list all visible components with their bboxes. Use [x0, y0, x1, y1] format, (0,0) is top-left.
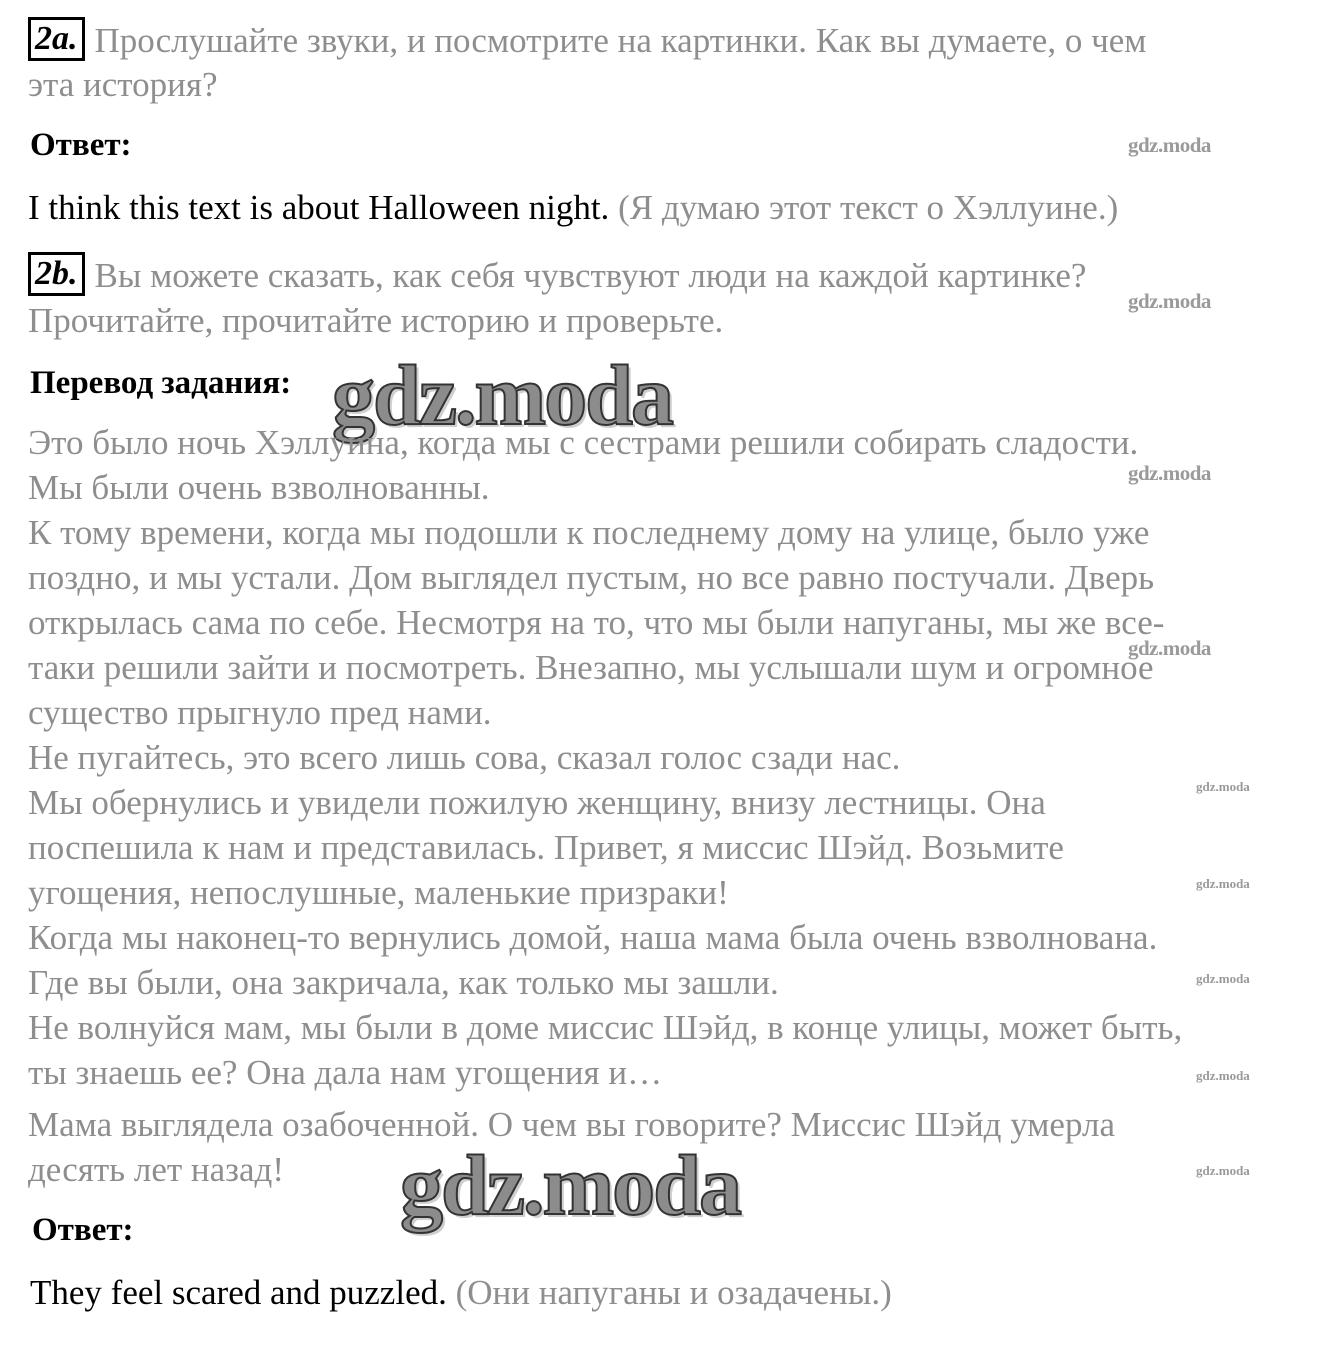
task-2b-prompt-line1: Вы можете сказать, как себя чувствуют люди на каждой картинке? — [94, 256, 1087, 295]
story-line: таки решили зайти и посмотреть. Внезапно, мы услышали шум и огромное — [28, 648, 1154, 687]
story-end-line: Мама выглядела озабоченной. О чем вы говорите? Миссис Шэйд умерла — [28, 1105, 1115, 1144]
task-2a-prompt-line2: эта история? — [28, 65, 218, 104]
story-line: Мы были очень взволнованны. — [28, 468, 490, 507]
task-2a-prompt-line1: Прослушайте звуки, и посмотрите на картинки. Как вы думаете, о чем — [94, 21, 1147, 60]
watermark-large: gdz.moda — [332, 347, 672, 443]
story-line: открылась сама по себе. Несмотря на то, что мы были напуганы, мы же все- — [28, 603, 1165, 642]
story-line: поспешила к нам и представилась. Привет, я миссис Шэйд. Возьмите — [28, 828, 1064, 867]
task-2b-prompt-line2: Прочитайте, прочитайте историю и проверьте. — [28, 301, 724, 340]
story-line: Это было ночь Хэллуина, когда мы с сестрами решили собирать сладости. — [28, 423, 1139, 462]
story-line: ты знаешь ее? Она дала нам угощения и… — [28, 1053, 663, 1092]
story-line: Мы обернулись и увидели пожилую женщину, внизу лестницы. Она — [28, 783, 1046, 822]
watermark-small: gdz.moda — [1128, 133, 1211, 157]
watermark-tiny: gdz.moda — [1196, 779, 1250, 794]
task-2b-badge: 2b. — [28, 252, 85, 296]
task-2a-answer-ru: (Я думаю этот текст о Хэллуине.) — [618, 188, 1119, 227]
watermark-tiny: gdz.moda — [1196, 1068, 1250, 1083]
story-line: угощения, непослушные, маленькие призраки! — [28, 873, 729, 912]
story-end-line: десять лет назад! — [28, 1150, 284, 1189]
task-2b-answer-label: Ответ: — [32, 1212, 134, 1248]
task-2a-prompt — [28, 17, 1146, 63]
task-2b-answer-ru: (Они напуганы и озадачены.) — [455, 1273, 892, 1312]
story-line: К тому времени, когда мы подошли к последнему дому на улице, было уже — [28, 513, 1150, 552]
story-line: Когда мы наконец-то вернулись домой, наша мама была очень взволнована. — [28, 918, 1158, 957]
watermark-large: gdz.moda — [400, 1137, 740, 1233]
watermark-small: gdz.moda — [1128, 289, 1211, 313]
watermark-tiny: gdz.moda — [1196, 1163, 1250, 1178]
task-2b-answer — [30, 1270, 892, 1315]
watermark-tiny: gdz.moda — [1196, 971, 1250, 986]
story-line: существо прыгнуло пред нами. — [28, 693, 492, 732]
story-line: Где вы были, она закричала, как только мы зашли. — [28, 963, 779, 1002]
story-text — [28, 420, 1182, 1095]
story-line: Не пугайтесь, это всего лишь сова, сказал голос сзади нас. — [28, 738, 901, 777]
story-line: Не волнуйся мам, мы были в доме миссис Шэйд, в конце улицы, может быть, — [28, 1008, 1183, 1047]
watermark-tiny: gdz.moda — [1196, 876, 1250, 891]
task-2a-answer-en: I think this text is about Halloween night. — [28, 188, 610, 227]
watermark-small: gdz.moda — [1128, 461, 1211, 485]
task-2a-answer-label: Ответ: — [30, 127, 132, 163]
watermark-small: gdz.moda — [1128, 636, 1211, 660]
task-2b-answer-en: They feel scared and puzzled. — [30, 1273, 447, 1312]
story-line: поздно, и мы устали. Дом выглядел пустым, но все равно постучали. Дверь — [28, 558, 1155, 597]
task-2a-badge: 2a. — [28, 17, 85, 61]
task-2b-prompt — [28, 252, 1086, 298]
task-2b-translation-label: Перевод задания: — [30, 365, 292, 401]
task-2a-answer — [28, 185, 1118, 230]
